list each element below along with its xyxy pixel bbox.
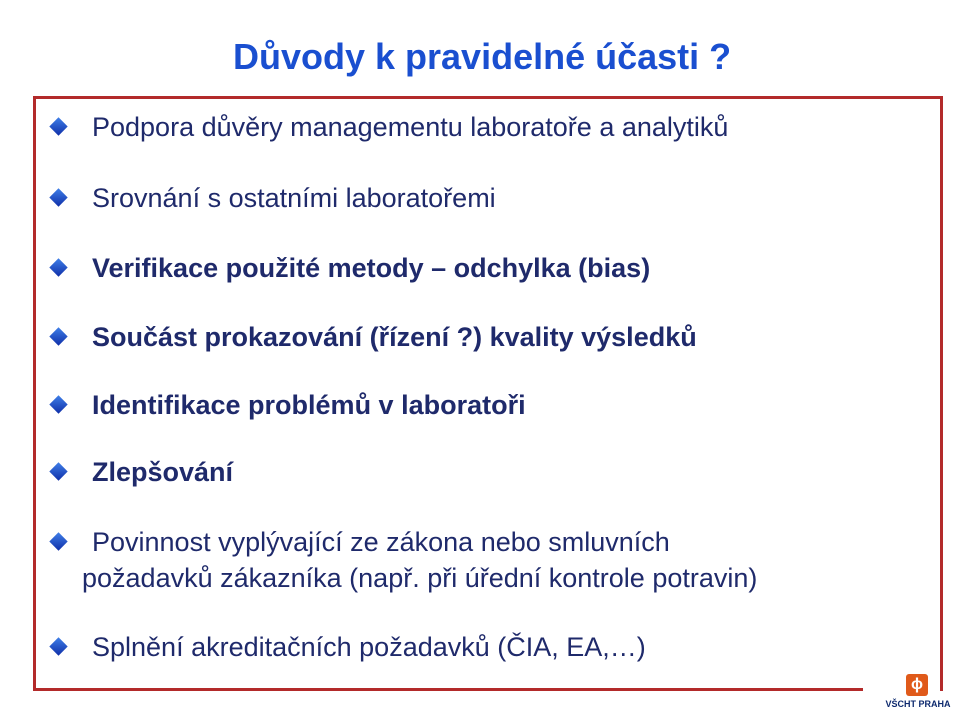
bullet-text: Srovnání s ostatními laboratořemi [92, 183, 496, 213]
bullet-text: Zlepšování [92, 457, 234, 487]
bullet-text: Identifikace problémů v laboratoři [92, 390, 526, 420]
content-frame-bottom [33, 688, 863, 691]
vscht-logo-text: VŠCHT PRAHA [885, 699, 951, 709]
vscht-logo [883, 674, 953, 711]
vscht-logo-icon: ϕ [906, 674, 928, 696]
slide-title: Důvody k pravidelné účasti ? [233, 36, 732, 77]
bullet-text: Součást prokazování (řízení ?) kvality výsledků [92, 322, 697, 352]
bullet-text: Podpora důvěry managementu laboratoře a analytiků [92, 112, 729, 142]
bullet-text: Splnění akreditačních požadavků (ČIA, EA,…) [92, 632, 646, 662]
bullet-text-continuation: požadavků zákazníka (např. při úřední kontrole potravin) [82, 563, 758, 593]
bullet-text: Verifikace použité metody – odchylka (bias) [92, 253, 651, 283]
bullet-text: Povinnost vyplývající ze zákona nebo smluvních [92, 527, 670, 557]
